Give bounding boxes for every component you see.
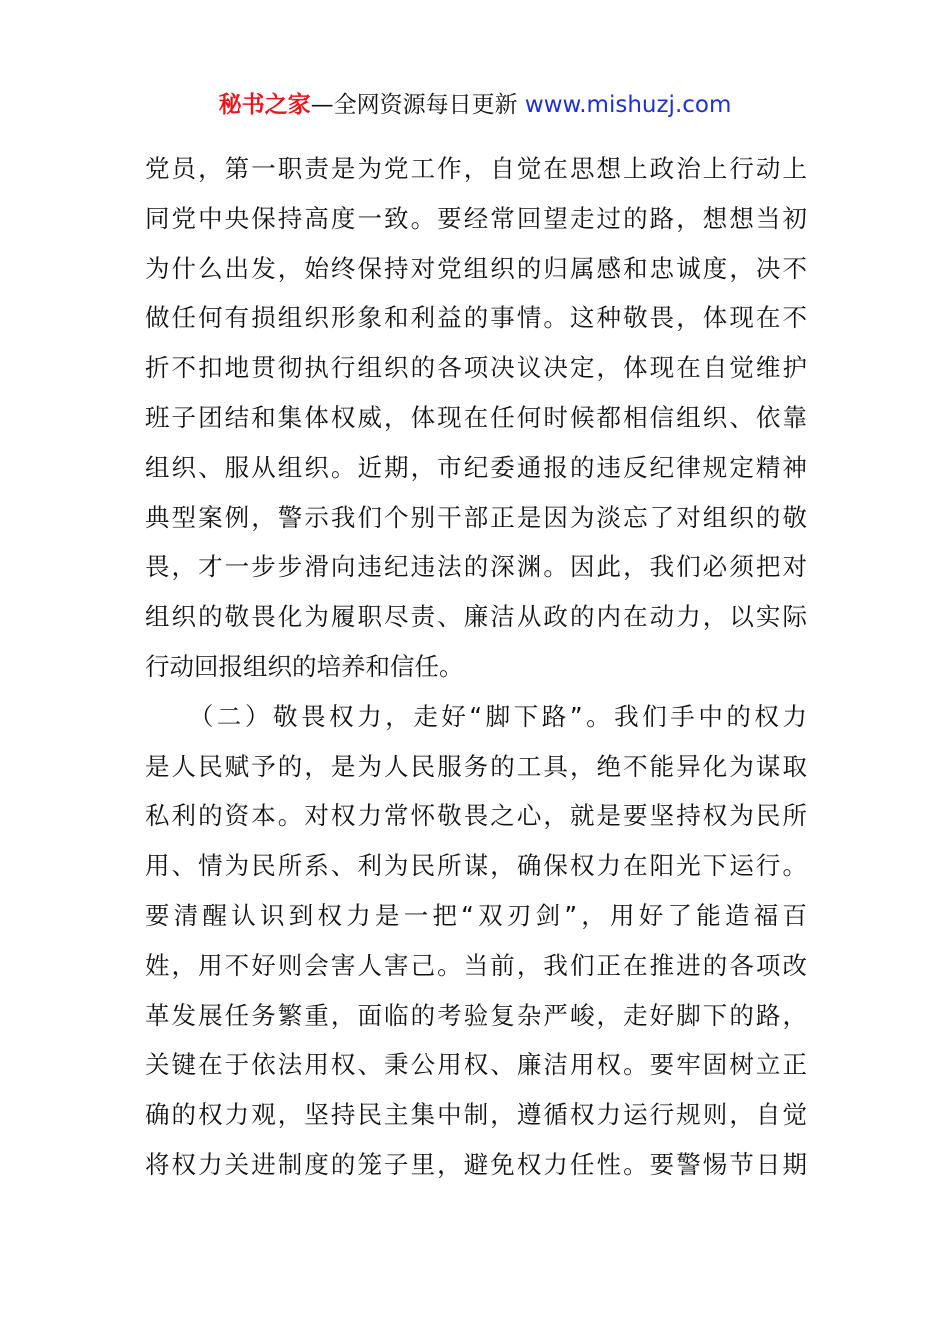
section-heading-line: （二）敬畏权力，走好“脚下路”。我们手中的权力 [145,701,807,731]
text-line: 组织、服从组织。近期，市纪委通报的违反纪律规定精神 [145,452,807,482]
text-line: 典型案例，警示我们个别干部正是因为淡忘了对组织的敬 [145,502,807,532]
text-line: 将权力关进制度的笼子里，避免权力任性。要警惕节日期 [145,1149,807,1179]
text-line: 要清醒认识到权力是一把“双刃剑”，用好了能造福百 [145,900,807,930]
text-line: 私利的资本。对权力常怀敬畏之心，就是要坚持权为民所 [145,801,807,831]
text-line: 是人民赋予的，是为人民服务的工具，绝不能异化为谋取 [145,751,807,781]
document-body [145,144,807,1190]
text-line: 姓，用不好则会害人害己。当前，我们正在推进的各项改 [145,950,807,980]
text-line: 革发展任务繁重，面临的考验复杂严峻，走好脚下的路， [145,1000,807,1030]
website-link[interactable]: www.mishuzj.com [524,92,732,118]
text-line: 确的权力观，坚持民主集中制，遵循权力运行规则，自觉 [145,1100,807,1130]
text-line: 做任何有损组织形象和利益的事情。这种敬畏，体现在不 [145,303,807,333]
text-line: 关键在于依法用权、秉公用权、廉洁用权。要牢固树立正 [145,1050,807,1080]
text-line: 用、情为民所系、利为民所谋，确保权力在阳光下运行。 [145,851,807,881]
text-line: 畏，才一步步滑向违纪违法的深渊。因此，我们必须把对 [145,552,807,582]
text-line: 行动回报组织的培养和信任。 [145,651,464,681]
text-line: 班子团结和集体权威，体现在任何时候都相信组织、依靠 [145,402,807,432]
text-line: 组织的敬畏化为履职尽责、廉洁从政的内在动力，以实际 [145,602,807,632]
brand-name: 秘书之家 [218,92,311,118]
text-line: 折不扣地贯彻执行组织的各项决议决定，体现在自觉维护 [145,353,807,383]
text-line: 党员，第一职责是为党工作，自觉在思想上政治上行动上 [145,154,807,183]
header-tagline: —全网资源每日更新 [310,92,518,118]
text-line: 为什么出发，始终保持对党组织的归属感和忠诚度，决不 [145,253,807,283]
page-header [0,88,950,122]
text-line: 同党中央保持高度一致。要经常回望走过的路，想想当初 [145,203,807,233]
